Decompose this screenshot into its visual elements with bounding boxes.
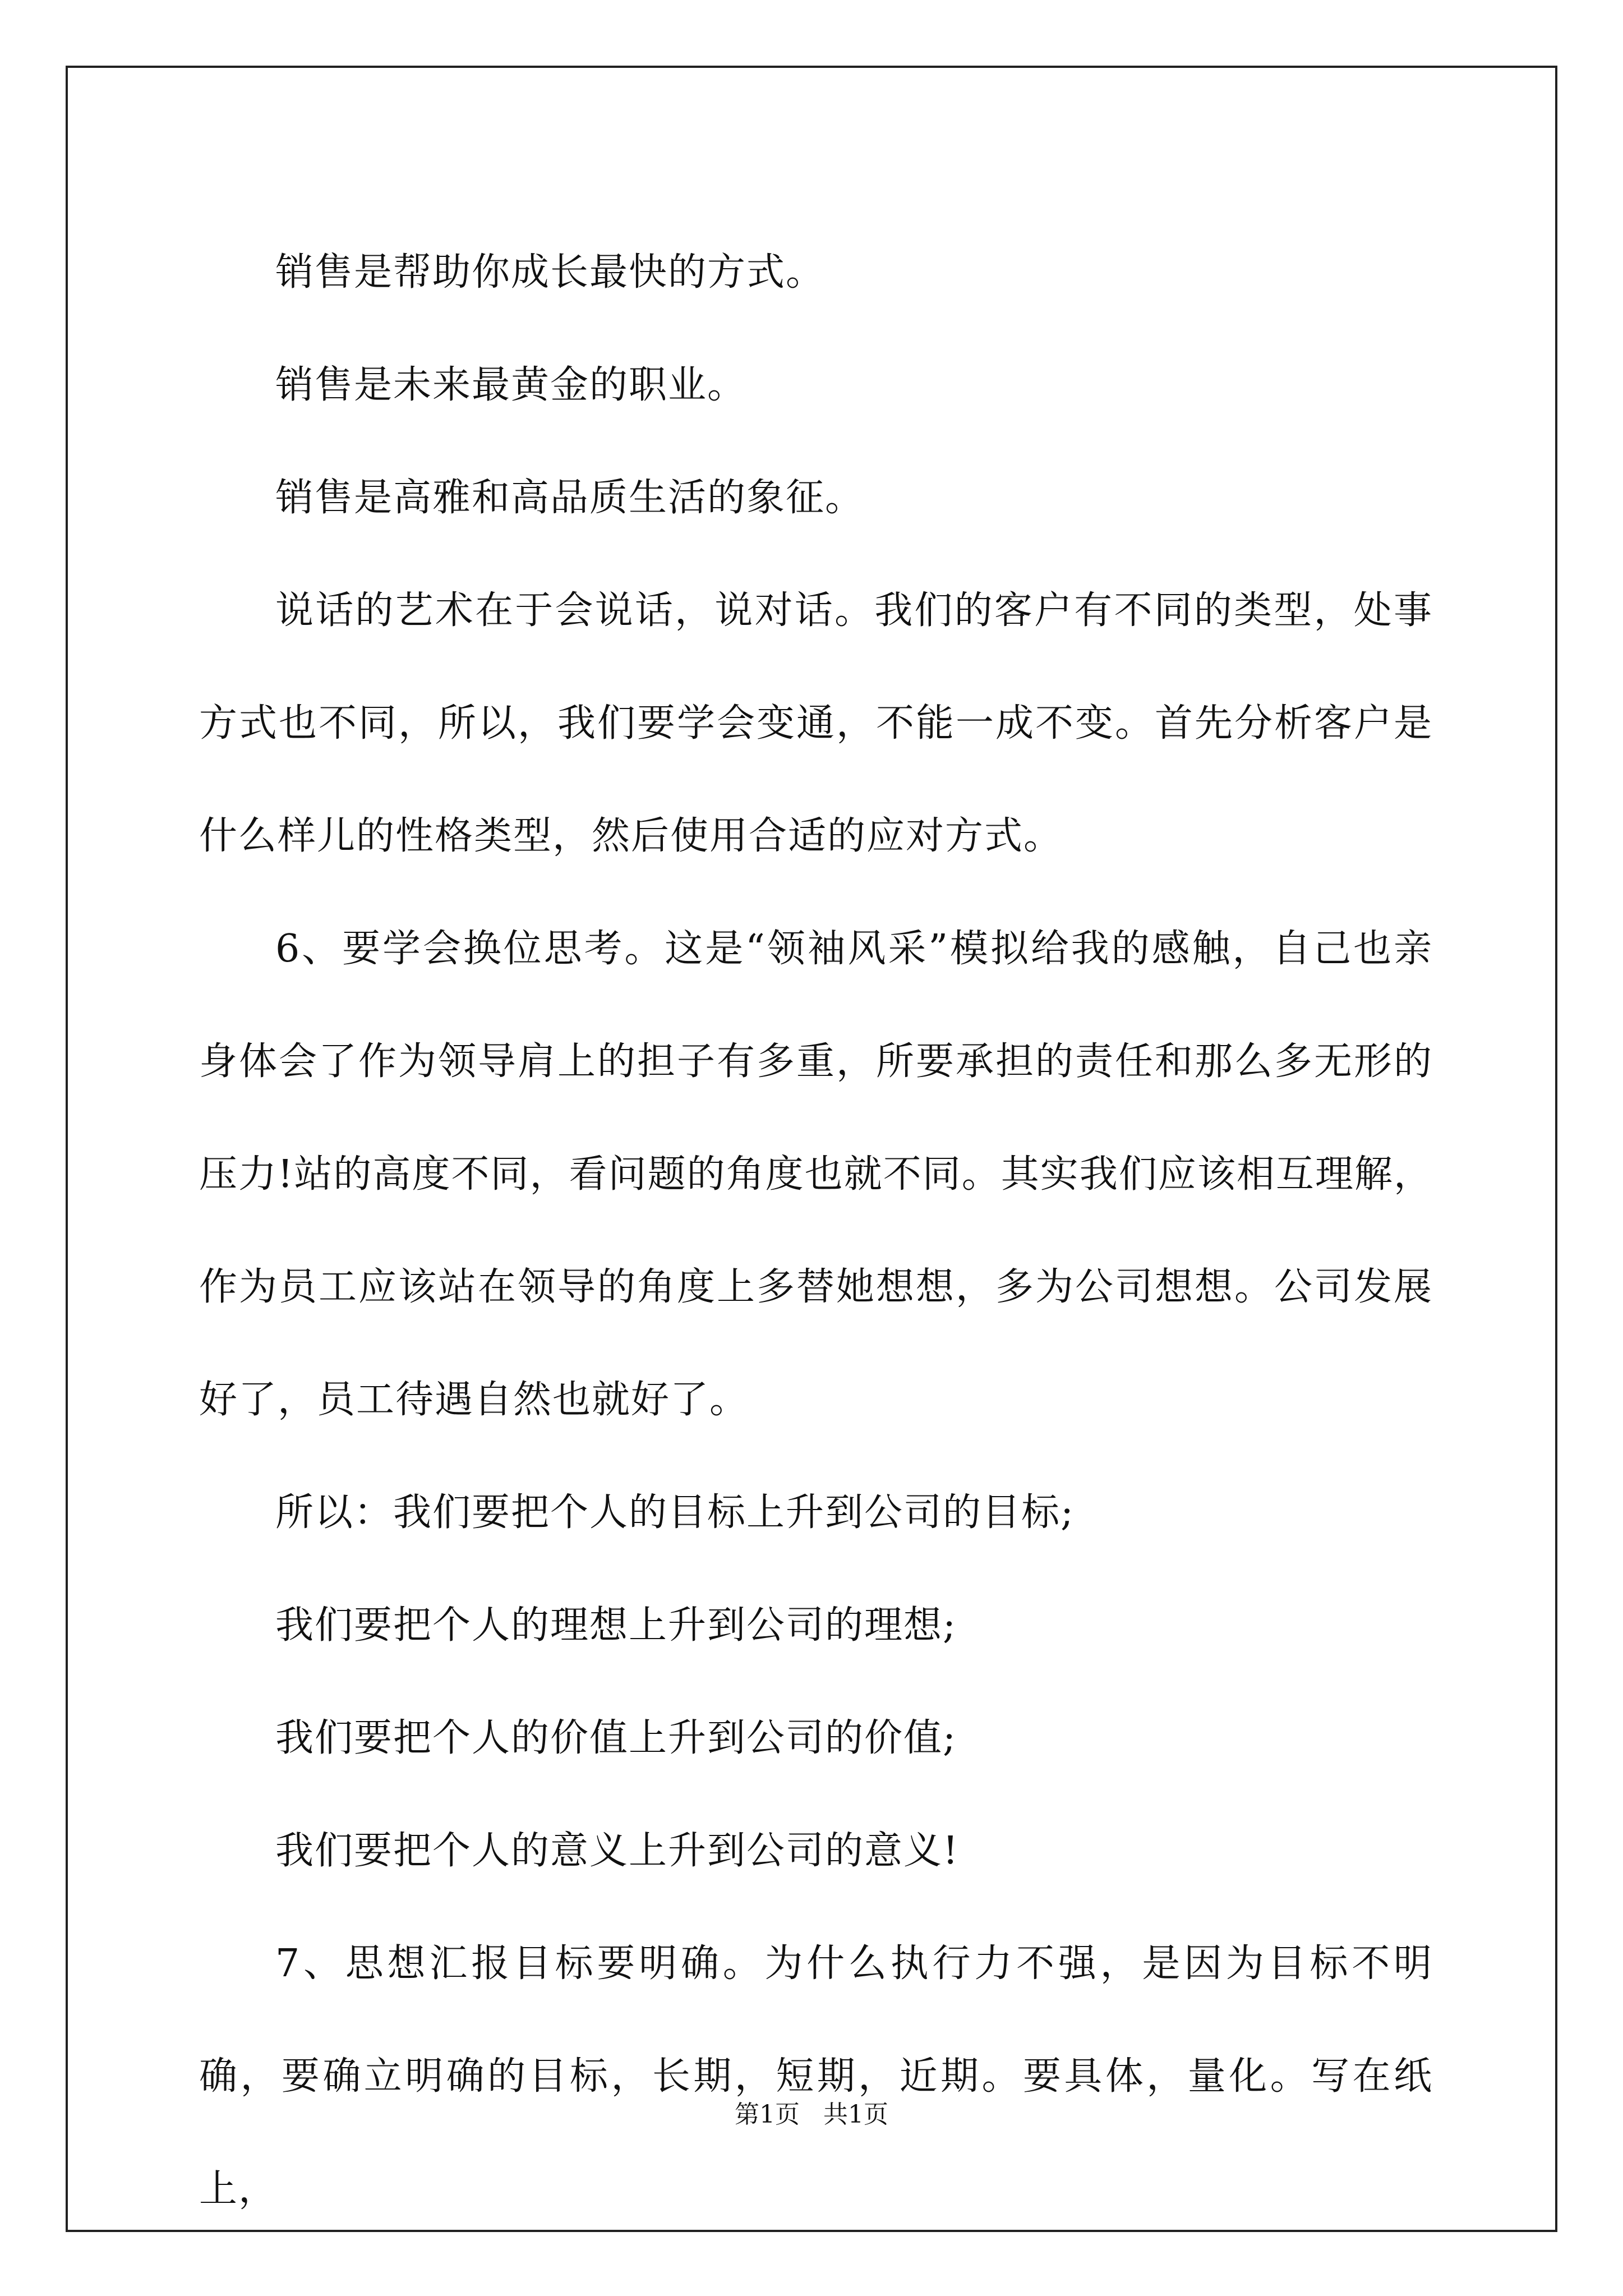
paragraph: 销售是高雅和高品质生活的象征。 xyxy=(275,476,865,520)
paragraph: 所以：我们要把个人的目标上升到公司的目标; xyxy=(275,1490,1075,1535)
paragraph: 我们要把个人的意义上升到公司的意义! xyxy=(275,1829,960,1873)
paragraph: 我们要把个人的理想上升到公司的理想; xyxy=(275,1603,957,1648)
paragraph: 7、思想汇报目标要明确。为什么执行力不强，是因为目标不明确，要确立明确的目标，长期，短期，近期。要具体，量化。写在纸上， xyxy=(199,1941,1433,2211)
document-body xyxy=(199,216,1433,2246)
paragraph: 我们要把个人的价值上升到公司的价值; xyxy=(275,1716,957,1760)
paragraph: 6、要学会换位思考。这是“领袖风采”模拟给我的感触，自己也亲身体会了作为领导肩上的担子有多重，所要承担的责任和那么多无形的压力!站的高度不同，看问题的角度也就不同。其实我们应该相互理解，作为员工应该站在领导的角度上多替她想想，多为公司想想。公司发展好了，员工待遇自然也就好了。 xyxy=(199,927,1433,1422)
paragraph: 说话的艺术在于会说话，说对话。我们的客户有不同的类型，处事方式也不同，所以，我们要学会变通，不能一成不变。首先分析客户是什么样儿的性格类型，然后使用合适的应对方式。 xyxy=(199,588,1433,858)
page-footer: 第1页 共1页 xyxy=(735,2100,888,2129)
paragraph: 销售是帮助你成长最快的方式。 xyxy=(275,250,826,295)
paragraph: 销售是未来最黄金的职业。 xyxy=(275,363,747,407)
